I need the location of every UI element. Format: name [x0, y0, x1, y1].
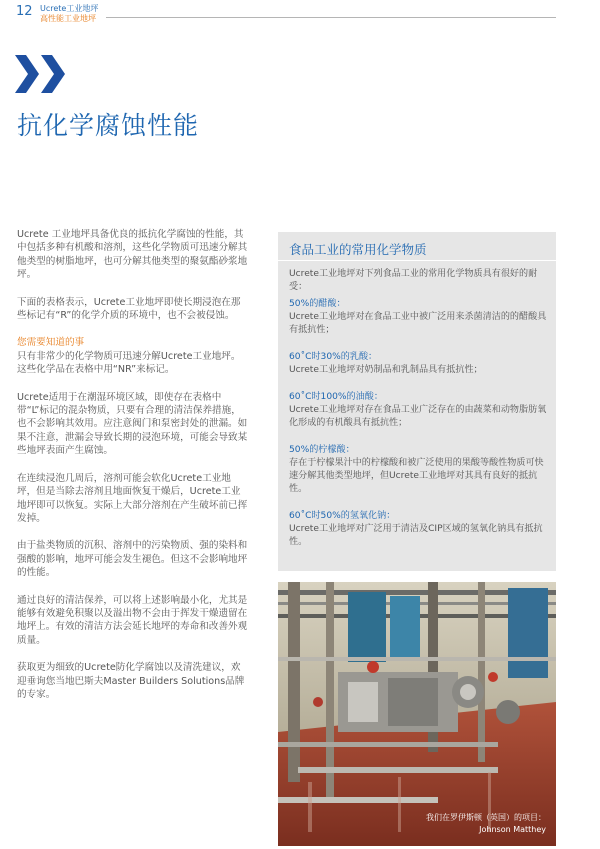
page-title: 抗化学腐蚀性能: [17, 111, 200, 140]
food-box-intro: Ucrete工业地坪对下列食品工业的常用化学物质具有很好的耐受：: [289, 269, 538, 292]
paragraph-cleaning: 通过良好的清洁保养，可以将上述影响最小化，尤其是能够有效避免积聚以及溢出物不会由于挥发干燥遗留在地坪上。有效的清洁方法会延长地坪的寿命和改善外观质量。: [17, 594, 248, 646]
paragraph-wet-areas: Ucrete适用于在潮湿环境区域，即使存在表格中带“L”标记的混杂物质，只要有合理的清洁保养措施，也不会影响其效用。应注意阀门和泵密封处的泄漏。如果不注意，泄漏会导致长期的浸泡环境，可能会导致某些地坪表面产生腐蚀。: [17, 391, 248, 457]
caption-client: Johnson Matthey: [479, 825, 546, 834]
photo-caption: [426, 812, 546, 836]
page-number: 12: [16, 4, 33, 19]
chemical-name: 60˚C时100%的油酸：: [289, 392, 383, 402]
chemical-description: Ucrete工业地坪对奶制品和乳制品具有抵抗性；: [289, 365, 483, 375]
paragraph-nr: 只有非常少的化学物质可迅速分解Ucrete工业地坪。这些化学品在表格中用“NR”来标记。: [17, 350, 241, 376]
paragraph-table-note: 下面的表格表示，Ucrete工业地坪即使长期浸泡在那些标记有“R”的化学介质的环境中，也不会被侵蚀。: [17, 296, 241, 322]
double-chevron-icon: [15, 55, 67, 93]
food-box-divider: [278, 260, 556, 261]
chemical-name: 50%的柠檬酸：: [289, 445, 355, 455]
food-box-title: 食品工业的常用化学物质: [289, 242, 427, 257]
list-item: [289, 298, 551, 337]
chemical-list: [289, 298, 551, 563]
paragraph-discoloration: 由于盐类物质的沉积、溶剂中的污染物质、强的染料和强酸的影响，地坪可能会发生褪色。但这不会影响地坪的性能。: [17, 540, 248, 579]
chemical-description: Ucrete工业地坪对广泛用于清洁及CIP区域的氢氧化钠具有抵抗性。: [289, 524, 543, 547]
list-item: [289, 510, 551, 549]
header-product-subtitle: 高性能工业地坪: [40, 14, 96, 23]
paragraph-intro: Ucrete 工业地坪具备优良的抵抗化学腐蚀的性能，其中包括多种有机酸和溶剂，这些化学物质可迅速分解其他类型的树脂地坪，也可分解其他类型的聚氨酯砂浆地坪。: [17, 229, 248, 281]
list-item: [289, 351, 551, 377]
list-item: [289, 444, 551, 496]
paragraph-contact: 获取更为细致的Ucrete防化学腐蚀以及清洗建议，欢迎垂询您当地巴斯夫Master Builders Solutions品牌的专家。: [17, 662, 245, 700]
caption-project: 我们在罗伊斯顿（英国）的项目：: [426, 813, 546, 822]
food-industry-chemicals-box: [278, 232, 556, 571]
chemical-description: Ucrete工业地坪对在食品工业中被广泛用来杀菌清洁的的醋酸具有抵抗性；: [289, 312, 547, 335]
paragraph-solvents: 在连续浸泡几周后，溶剂可能会软化Ucrete工业地坪，但是当除去溶剂且地面恢复干燥后，Ucrete工业地坪即可以恢复。实际上大部分溶剂在产生破坏前已挥发掉。: [17, 472, 248, 524]
factory-photo: [278, 582, 556, 846]
chemical-description: Ucrete工业地坪对存在食品工业广泛存在的由蔬菜和动物脂肪氧化形成的有机酸具有抵抗性；: [289, 405, 547, 428]
body-text-column: [17, 228, 249, 715]
header-product-name: Ucrete工业地坪: [40, 4, 99, 13]
chemical-name: 50%的醋酸：: [289, 299, 346, 309]
header-divider: [106, 17, 556, 18]
subheading-need-to-know: 您需要知道的事: [17, 337, 85, 349]
chemical-name: 60˚C时50%的氢氧化钠：: [289, 511, 396, 521]
chemical-description: 存在于柠檬果汁中的柠檬酸和被广泛使用的果酸等酸性物质可快速分解其他类型地坪，但Ucrete工业地坪对其具有良好的抵抗性。: [289, 458, 544, 494]
chemical-name: 60˚C时30%的乳酸：: [289, 352, 378, 362]
list-item: [289, 391, 551, 430]
